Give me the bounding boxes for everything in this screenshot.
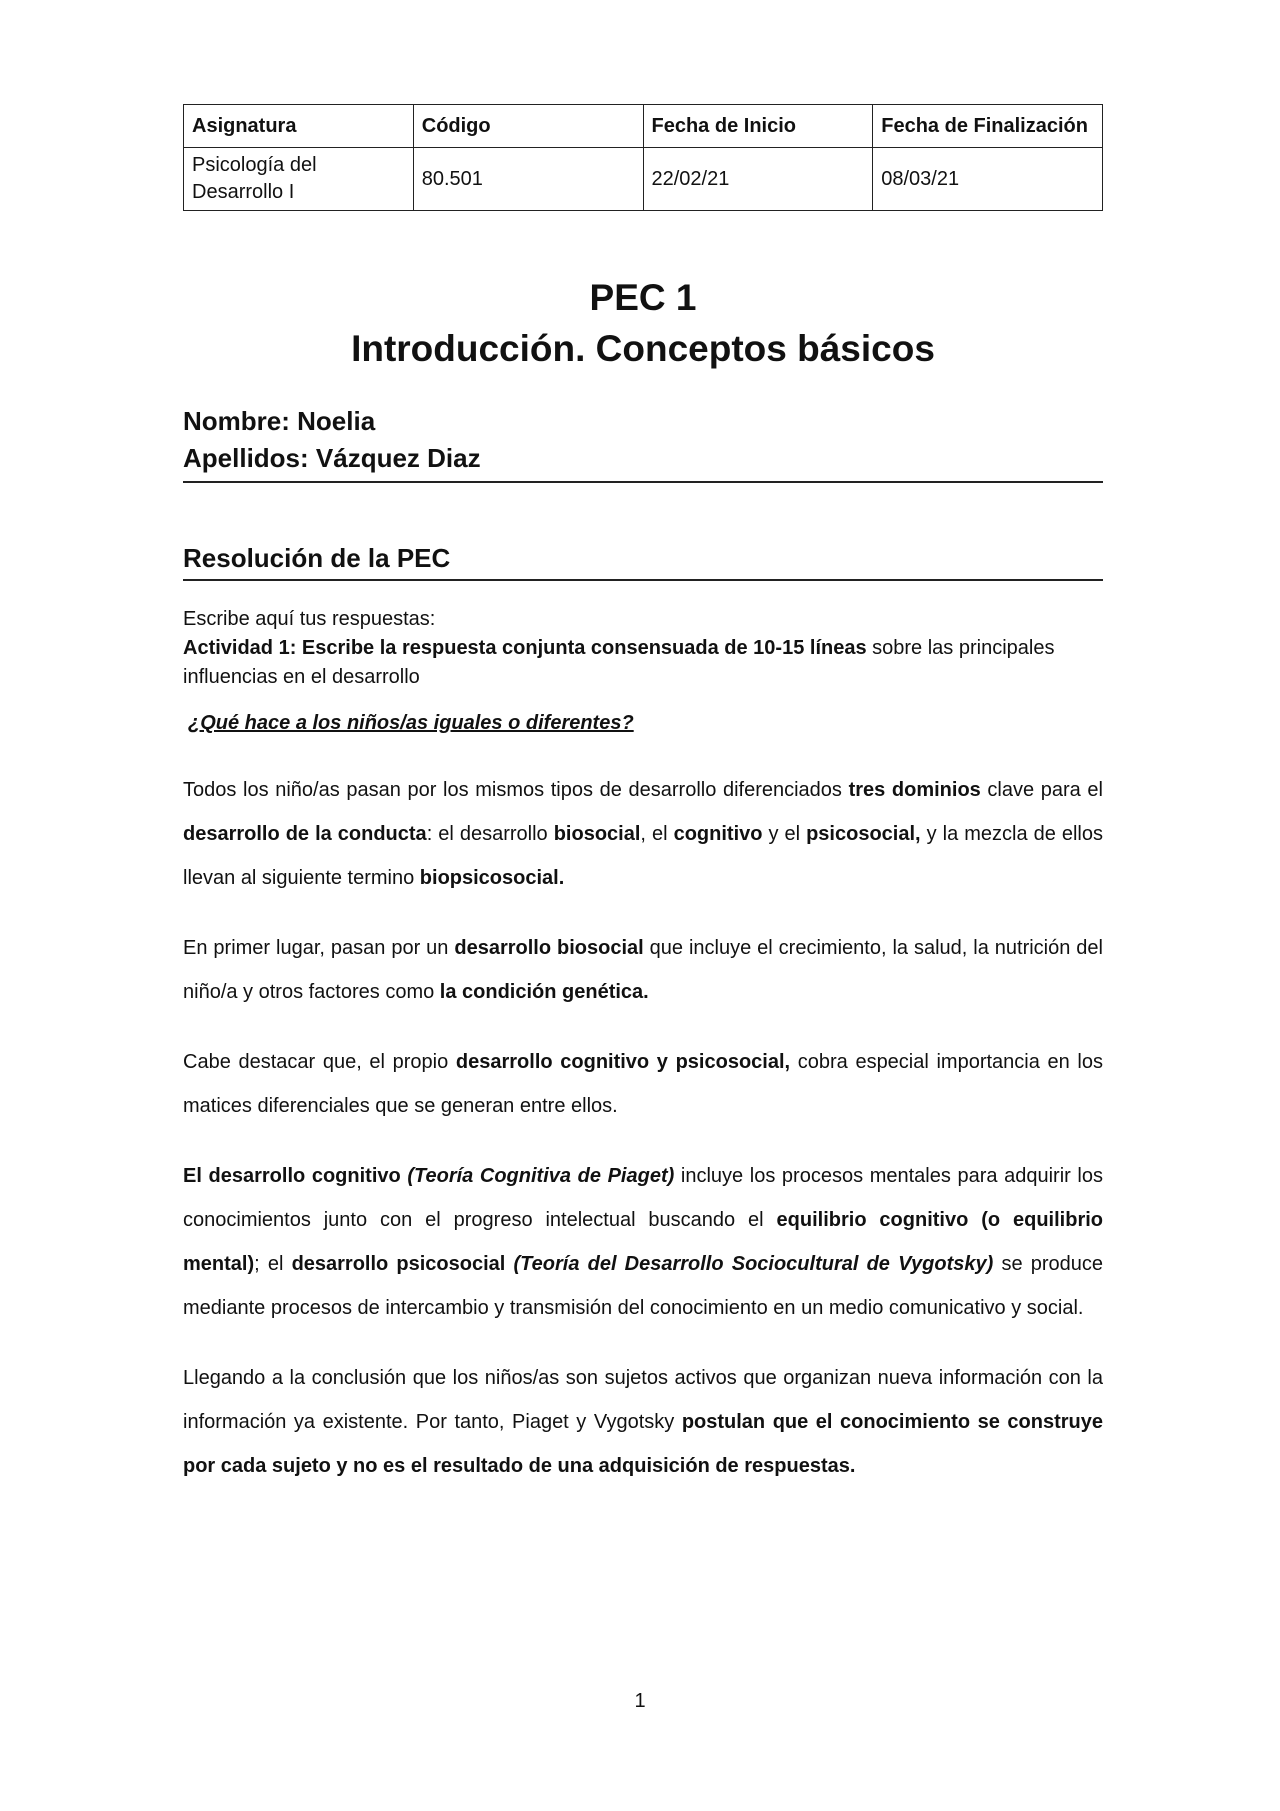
paragraph-segment: biosocial: [553, 823, 641, 845]
header-fecha-inicio: Fecha de Inicio: [643, 105, 873, 148]
activity-rest: sobre las principales influencias en el desarrollo: [183, 637, 1055, 688]
header-fecha-finalizacion: Fecha de Finalización: [873, 105, 1103, 148]
paragraph-segment: : el desarrollo: [426, 823, 554, 845]
answer-body: [183, 768, 1103, 1488]
answer-paragraph-3: [183, 1040, 1103, 1128]
paragraph-segment: psicosocial,: [806, 823, 921, 845]
answer-paragraph-4: [183, 1154, 1103, 1330]
page-number: 1: [634, 1690, 646, 1712]
intro-text: [183, 605, 1103, 692]
title-line-2: Introducción. Conceptos básicos: [351, 328, 935, 369]
paragraph-segment: se produce mediante procesos de intercambio y transmisión del conocimiento en un medio comunicativo y social.: [183, 1253, 1103, 1319]
cell-fecha-finalizacion: 08/03/21: [873, 148, 1103, 211]
student-info: [183, 403, 1103, 477]
paragraph-segment: [505, 1253, 513, 1275]
document-title: [183, 273, 1103, 375]
paragraph-segment: cobra especial importancia en los matices diferenciales que se generan entre ellos.: [183, 1051, 1103, 1117]
paragraph-segment: cognitivo: [673, 823, 763, 845]
cell-codigo: 80.501: [413, 148, 643, 211]
paragraph-segment: Cabe destacar que, el propio: [183, 1051, 456, 1073]
header-codigo: Código: [413, 105, 643, 148]
student-surname-line: [183, 440, 1103, 477]
paragraph-segment: (Teoría del Desarrollo Sociocultural de Vygotsky): [513, 1253, 994, 1275]
nombre-label: Nombre:: [183, 406, 290, 436]
paragraph-segment: desarrollo psicosocial: [291, 1253, 506, 1275]
apellidos-value: Vázquez Diaz: [315, 443, 481, 473]
paragraph-segment: ; el: [254, 1253, 292, 1275]
activity-statement: [183, 634, 1103, 692]
course-info-table: [183, 104, 1103, 211]
title-line-1: PEC 1: [589, 277, 697, 318]
answer-paragraph-2: [183, 926, 1103, 1014]
paragraph-segment: desarrollo biosocial: [454, 937, 644, 959]
cell-asignatura: Psicología del Desarrollo I: [184, 148, 414, 211]
apellidos-label: Apellidos:: [183, 443, 309, 473]
paragraph-segment: desarrollo de la conducta: [183, 823, 427, 845]
paragraph-segment: (Teoría Cognitiva de Piaget): [407, 1165, 675, 1187]
table-header-row: [184, 105, 1103, 148]
paragraph-segment: y el: [762, 823, 807, 845]
paragraph-segment: la condición genética.: [439, 981, 649, 1003]
answer-paragraph-5: [183, 1356, 1103, 1488]
intro-line: Escribe aquí tus respuestas:: [183, 608, 436, 630]
answer-paragraph-1: [183, 768, 1103, 900]
paragraph-segment: que incluye el crecimiento, la salud, la nutrición del niño/a y otros factores como: [183, 937, 1103, 1003]
paragraph-segment: tres dominios: [848, 779, 981, 801]
activity-bold: Actividad 1: Escribe la respuesta conjunta consensuada de 10-15 líneas: [183, 637, 867, 659]
paragraph-segment: clave para el: [980, 779, 1103, 801]
paragraph-segment: y la mezcla de ellos llevan al siguiente termino: [183, 823, 1103, 889]
paragraph-segment: desarrollo cognitivo y psicosocial,: [455, 1051, 791, 1073]
paragraph-segment: En primer lugar, pasan por un: [183, 937, 455, 959]
paragraph-segment: El desarrollo cognitivo: [183, 1165, 408, 1187]
divider-student: [183, 481, 1103, 483]
paragraph-segment: postulan que el conocimiento se construye por cada sujeto y no es el resultado de una adquisición de respuestas.: [183, 1411, 1103, 1477]
student-name-line: [183, 403, 1103, 440]
paragraph-segment: equilibrio cognitivo (o equilibrio mental): [183, 1209, 1103, 1275]
paragraph-segment: , el: [640, 823, 674, 845]
paragraph-segment: Todos los niño/as pasan por los mismos tipos de desarrollo diferenciados: [183, 779, 849, 801]
document-page: [183, 104, 1103, 1488]
table-row: [184, 148, 1103, 211]
paragraph-segment: Llegando a la conclusión que los niños/as son sujetos activos que organizan nueva información con la información ya existente. Por tanto, Piaget y Vygotsky: [183, 1367, 1103, 1433]
nombre-value: Noelia: [297, 406, 376, 436]
divider-section: [183, 579, 1103, 581]
question-heading: ¿Qué hace a los niños/as iguales o diferentes?: [188, 712, 634, 734]
paragraph-segment: biopsicosocial.: [419, 867, 565, 889]
paragraph-segment: incluye los procesos mentales para adquirir los conocimientos junto con el progreso intelectual buscando el: [183, 1165, 1103, 1231]
section-heading: Resolución de la PEC: [183, 543, 451, 573]
header-asignatura: Asignatura: [184, 105, 414, 148]
cell-fecha-inicio: 22/02/21: [643, 148, 873, 211]
